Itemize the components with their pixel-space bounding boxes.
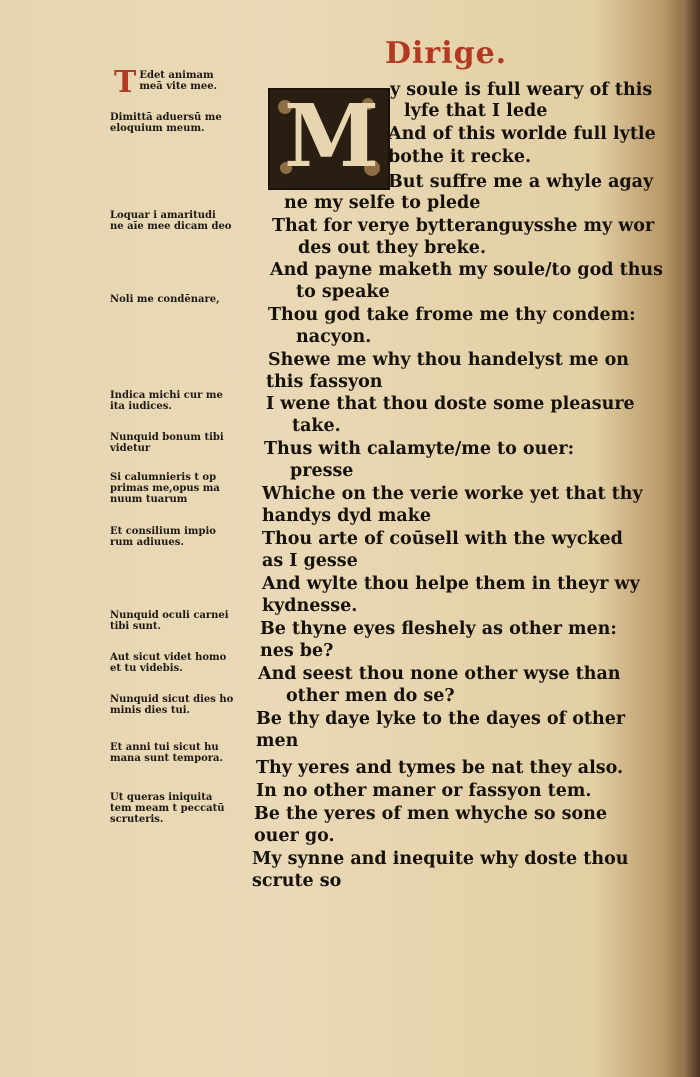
gloss-line: Si calumnieris t op (110, 472, 217, 483)
text-line: y soule is full weary of this (390, 80, 653, 100)
text-line: nes be? (260, 641, 334, 661)
gloss-line: rum adiuues. (110, 537, 184, 548)
gloss-line: tibi sunt. (110, 621, 161, 632)
gloss-line: Nunquid oculi carnei (110, 610, 229, 621)
gloss-line: Ut queras iniquita (110, 792, 213, 803)
gloss-line: mana sunt tempora. (110, 753, 224, 764)
marginal-gloss (110, 294, 260, 305)
gloss-line: minis dies tui. (110, 705, 190, 716)
gloss-line: Indica michi cur me (110, 390, 223, 401)
text-line: My synne and inequite why doste thou (252, 849, 629, 869)
marginal-gloss (110, 112, 260, 134)
gloss-line: videtur (110, 443, 151, 454)
text-line: lyfe that I lede (404, 101, 548, 121)
gloss-line: et tu videbis. (110, 663, 183, 674)
text-line: to speake (296, 282, 390, 302)
marginal-gloss (110, 210, 260, 232)
text-line: presse (290, 461, 354, 481)
text-line: Thy yeres and tymes be nat they also. (256, 758, 624, 778)
marginal-gloss (110, 652, 260, 674)
text-line: scrute so (252, 871, 342, 891)
text-line: Thou god take frome me thy condem: (268, 305, 636, 325)
marginal-gloss (110, 610, 260, 632)
marginal-gloss (110, 792, 260, 825)
text-line: nacyon. (296, 327, 372, 347)
page-gutter (682, 0, 700, 1077)
gloss-line: nuum tuarum (110, 494, 188, 505)
decorated-initial (268, 88, 390, 190)
gloss-line: primas me,opus ma (110, 483, 220, 494)
gloss-line: scruteris. (110, 814, 164, 825)
text-line: other men do se? (286, 686, 455, 706)
text-line: as I gesse (262, 551, 358, 571)
show-through-text (250, 20, 370, 70)
marginal-gloss (110, 472, 260, 505)
marginal-gloss (114, 65, 264, 100)
text-line: ne my selfe to plede (284, 193, 481, 213)
marginal-gloss (110, 694, 260, 716)
text-line: Thou arte of coūsell with the wycked (262, 529, 623, 549)
gloss-line: Nunquid sicut dies ho (110, 694, 234, 705)
text-line: In no other maner or fassyon tem. (256, 781, 592, 801)
page-heading: Dirige. (385, 36, 508, 71)
text-line: Thus with calamyte/me to ouer: (264, 439, 575, 459)
text-line: kydnesse. (262, 596, 358, 616)
text-line: And of this worlde full lytle (388, 124, 656, 144)
gloss-line: ne aīe mee dicam deo (110, 221, 232, 232)
gloss-line: Edet animam (139, 70, 214, 81)
text-line: Be thy daye lyke to the dayes of other (256, 709, 626, 729)
text-line: handys dyd make (262, 506, 431, 526)
gloss-line: meā vite mee. (139, 81, 218, 92)
text-line: Be the yeres of men whyche so sone (254, 804, 607, 824)
text-line: Shewe me why thou handelyst me on (268, 350, 630, 370)
marginal-gloss (110, 526, 260, 548)
gloss-line: Nunquid bonum tibi (110, 432, 224, 443)
gloss-line: tem meam t peccatū (110, 803, 225, 814)
text-line: des out they breke. (298, 238, 487, 258)
text-line: men (256, 731, 299, 751)
text-line: Be thyne eyes fleshely as other men: (260, 619, 617, 639)
marginal-gloss (110, 742, 260, 764)
gloss-line: Noli me condēnare, (110, 294, 220, 305)
gloss-red-initial: T (114, 65, 137, 100)
gloss-line: Loquar i amaritudi (110, 210, 216, 221)
text-line: take. (292, 416, 341, 436)
text-line: ouer go. (254, 826, 335, 846)
gloss-line: eloquium meum. (110, 123, 205, 134)
text-line: And seest thou none other wyse than (258, 664, 621, 684)
gloss-line: Et consilium impio (110, 526, 216, 537)
text-line: And wylte thou helpe them in theyr wy (262, 574, 640, 594)
text-line: bothe it recke. (388, 147, 532, 167)
marginal-gloss (110, 390, 260, 412)
initial-letter: M (284, 86, 380, 187)
marginal-gloss (110, 432, 260, 454)
text-line: But suffre me a whyle agay (388, 172, 654, 192)
text-line: I wene that thou doste some pleasure (266, 394, 635, 414)
text-line: Whiche on the verie worke yet that thy (262, 484, 643, 504)
gloss-line: Aut sicut videt homo (110, 652, 227, 663)
text-line: this fassyon (266, 372, 383, 392)
gloss-line: Dimittā aduersū me (110, 112, 222, 123)
gloss-line: ita iudices. (110, 401, 172, 412)
text-line: And payne maketh my soule/to god thus (270, 260, 664, 280)
text-line: That for verye bytteranguysshe my wor (272, 216, 655, 236)
gloss-line: Et anni tui sicut hu (110, 742, 219, 753)
